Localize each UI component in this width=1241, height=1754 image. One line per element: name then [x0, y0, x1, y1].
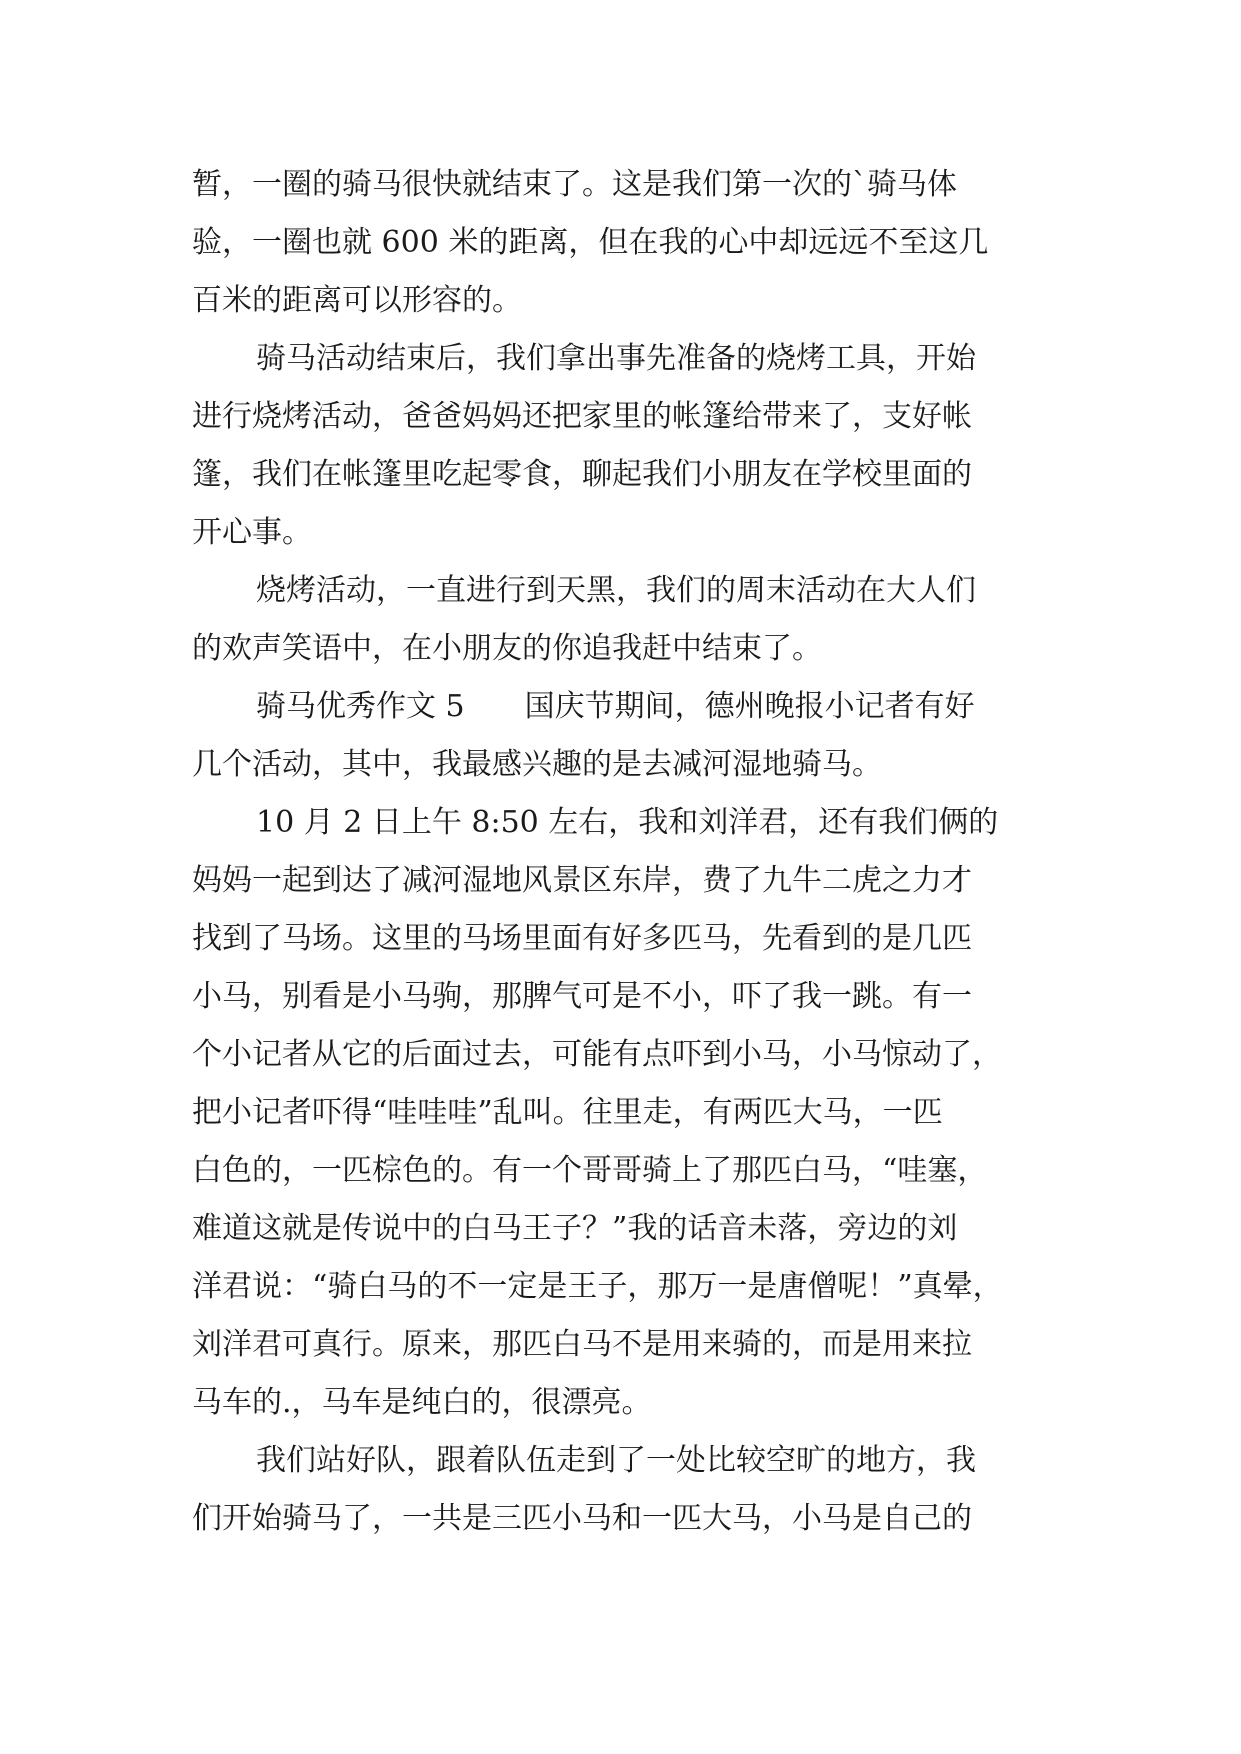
text-line: 百米的距离可以形容的。	[192, 283, 522, 318]
text-line: 妈妈一起到达了减河湿地风景区东岸，费了九牛二虎之力才	[192, 863, 972, 898]
text-line: 小马，别看是小马驹，那脾气可是不小，吓了我一跳。有一	[192, 979, 972, 1014]
text-line: 开心事。	[192, 515, 312, 550]
text-line: 个小记者从它的后面过去，可能有点吓到小马，小马惊动了，	[192, 1037, 1002, 1072]
text-line: 验，一圈也就 600 米的距离，但在我的心中却远远不至这几	[192, 225, 989, 260]
text-line: 我们站好队，跟着队伍走到了一处比较空旷的地方，我	[256, 1443, 976, 1478]
text-line: 几个活动，其中，我最感兴趣的是去减河湿地骑马。	[192, 747, 882, 782]
text-line: 白色的，一匹棕色的。有一个哥哥骑上了那匹白马，“哇塞，	[192, 1153, 988, 1188]
text-line: 骑马优秀作文 5 国庆节期间，德州晚报小记者有好	[256, 689, 975, 724]
text-line: 难道这就是传说中的白马王子？”我的话音未落，旁边的刘	[192, 1211, 958, 1246]
text-line: 找到了马场。这里的马场里面有好多匹马，先看到的是几匹	[192, 921, 972, 956]
text-line: 烧烤活动，一直进行到天黑，我们的周末活动在大人们	[256, 573, 976, 608]
text-line: 10 月 2 日上午 8:50 左右，我和刘洋君，还有我们俩的	[256, 805, 999, 840]
text-line: 的欢声笑语中，在小朋友的你追我赶中结束了。	[192, 631, 822, 666]
text-line: 洋君说：“骑白马的不一定是王子，那万一是唐僧呢！”真晕，	[192, 1269, 1003, 1304]
text-line: 刘洋君可真行。原来，那匹白马不是用来骑的，而是用来拉	[192, 1327, 972, 1362]
text-line: 篷，我们在帐篷里吃起零食，聊起我们小朋友在学校里面的	[192, 457, 972, 492]
text-line: 们开始骑马了，一共是三匹小马和一匹大马，小马是自己的	[192, 1501, 972, 1536]
text-line: 进行烧烤活动，爸爸妈妈还把家里的帐篷给带来了，支好帐	[192, 399, 972, 434]
text-line: 暂，一圈的骑马很快就结束了。这是我们第一次的`骑马体	[192, 167, 957, 202]
text-line: 骑马活动结束后，我们拿出事先准备的烧烤工具，开始	[256, 341, 976, 376]
text-line: 马车的.，马车是纯白的，很漂亮。	[192, 1385, 652, 1420]
text-line: 把小记者吓得“哇哇哇”乱叫。往里走，有两匹大马，一匹	[192, 1095, 943, 1130]
